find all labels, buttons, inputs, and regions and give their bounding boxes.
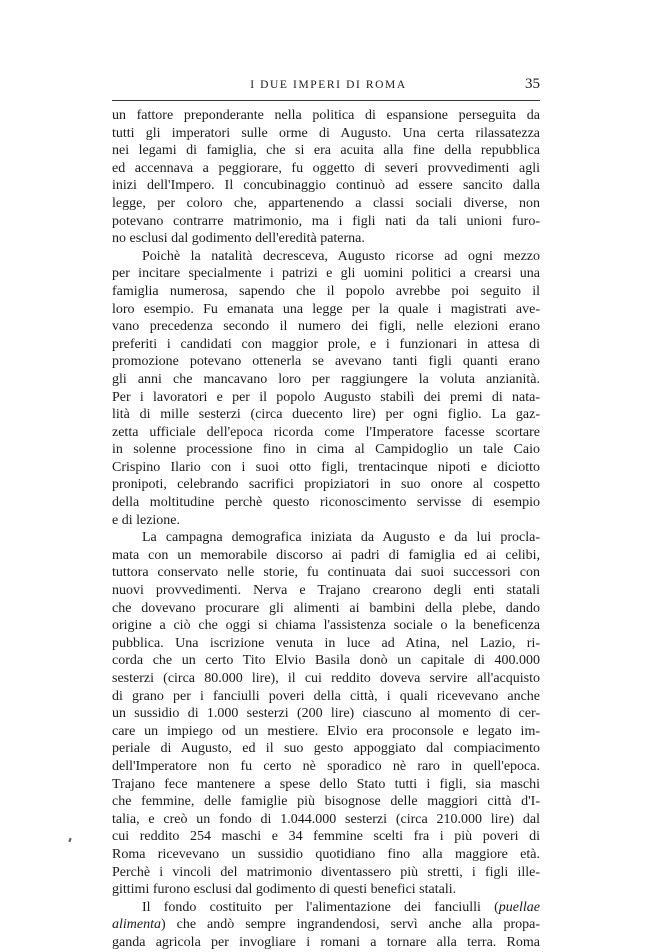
text-line: potevano contrarre matrimonio, ma i figli nati da tali unioni furo- (112, 213, 540, 229)
italic-term: alimenta (112, 917, 161, 933)
text-segment: Il fondo costituito per l'alimentazione dei fanciulli ( (142, 899, 499, 915)
text-line: e di lezione. (112, 512, 181, 528)
text-line: loro esempio. Fu emanata una legge per la quale i magistrati ave- (112, 301, 540, 317)
text-line: un fattore preponderante nella politica di espansione perseguita da (112, 108, 540, 123)
text-segment: ) che andò sempre ingrandendosi, servì anche alla propa- (161, 917, 540, 933)
text-line: famiglia numerosa, sapendo che il popolo avrebbe poi seguito il (112, 283, 540, 299)
text-line: corda che un certo Tito Elvio Basila donò un capitale di 400.000 (112, 653, 540, 669)
running-title: I DUE IMPERI DI ROMA (250, 79, 407, 91)
text-line: che femmine, delle famiglie più bisognose delle maggiori città d'I- (112, 794, 540, 810)
text-line: lità di mille sesterzi (circa duecento lire) per ogni figlio. La gaz- (112, 407, 540, 423)
text-line: nuovi provvedimenti. Nerva e Trajano crearono degli enti statali (112, 583, 540, 599)
text-line: Crispino Ilario con i suoi otto figli, trentacinque nipoti e diciotto (112, 459, 540, 475)
text-line: La campagna demografica iniziata da Augusto e da lui procla- (142, 530, 540, 546)
paper-speck (68, 838, 71, 842)
text-line: origine a ciò che oggi si chiama l'assistenza sociale o la beneficenza (112, 618, 540, 634)
header-rule (112, 100, 540, 101)
italic-term: puellae (498, 899, 540, 915)
text-line: vano precedenza secondo il numero dei figli, nelle elezioni erano (112, 319, 540, 335)
text-line: no esclusi dal godimento dell'eredità paterna. (112, 231, 365, 247)
text-line: di grano per i fanciulli poveri della città, i quali ricevevano anche (112, 688, 540, 704)
text-line: Trajano fece mantenere a spese dello Stato tutti i figli, sia maschi (112, 776, 540, 792)
text-line: tutti gli imperatori sulle orme di Augusto. Una certa rilassatezza (112, 125, 540, 141)
text-line: promozione potevano ottenerla se avevano tanti figli quanti erano (112, 354, 540, 370)
text-line: tuttora conservato nelle storie, fu continuata dai suoi successori con (112, 565, 540, 581)
text-line: periale di Augusto, ed il suo gesto appoggiato dal compiacimento (112, 741, 540, 757)
running-head (112, 76, 540, 93)
body-text (112, 107, 540, 952)
text-line: Roma ricevevano un sussidio quotidiano fino alla maggiore età. (112, 846, 540, 862)
text-line: talia, e creò un fondo di 1.044.000 sesterzi (circa 210.000 lire) dal (112, 811, 540, 827)
text-line: nei legami di famiglia, che si era acuita alla fine della repubblica (112, 143, 540, 159)
text-line: dell'Imperatore non fu certo nè sporadico nè raro in quell'epoca. (112, 758, 540, 774)
text-line: un sussidio di 1.000 sesterzi (200 lire) ciascuno al momento di cer- (112, 706, 540, 722)
text-line: che dovevano procurare gli alimenti ai bambini della plebe, dando (112, 600, 540, 616)
text-line: della moltitudine perchè questo riconoscimento servisse di esempio (112, 495, 540, 511)
text-line: pubblica. Una iscrizione venuta in luce ad Atina, nel Lazio, ri- (112, 635, 540, 651)
text-line: pronipoti, celebrando sacrifici propiziatori in suo onore al cospetto (112, 477, 540, 493)
text-line: care un impiego od un mestiere. Elvio era proconsole e legato im- (112, 723, 540, 739)
text-line: per incitare specialmente i patrizi e gli uomini politici a crearsi una (112, 266, 540, 282)
text-line: ganda agricola per invogliare i romani a tornare alla terra. Roma (112, 934, 540, 950)
text-line: in solenne processione fino in cima al Campidoglio un tale Caio (112, 442, 540, 458)
text-line: gli anni che mancavano loro per raggiungere la voluta anzianità. (112, 371, 540, 387)
text-line: sesterzi (circa 80.000 lire), il cui reddito doveva servire all'acquisto (112, 671, 540, 686)
text-line: Per i lavoratori e per il popolo Augusto stabilì dei premi di nata- (112, 389, 540, 405)
text-line: inizi dell'Impero. Il concubinaggio continuò ad essere sancito dalla (112, 178, 540, 194)
text-line: mata con un memorabile discorso ai padri di famiglia ed ai celibi, (112, 547, 540, 563)
text-line-mixed (112, 899, 540, 917)
page-number: 35 (525, 76, 540, 92)
text-line: legge, per coloro che, appartenendo a classi sociali diverse, non (112, 195, 540, 211)
text-line: preferiti i candidati con maggior prole, e i funzionari in attesa di (112, 336, 540, 352)
text-line: ed accennava a peggiorare, fu oggetto di severi provvedimenti agli (112, 160, 540, 176)
text-line: gittimi furono esclusi dal godimento di questi benefici statali. (112, 882, 457, 898)
text-line: Perchè i vincoli del matrimonio diventassero più stretti, i figli ille- (112, 864, 540, 880)
text-line-mixed (112, 916, 540, 934)
text-line: Poichè la natalità decresceva, Augusto ricorse ad ogni mezzo (142, 248, 540, 264)
text-line: zetta ufficiale dell'epoca ricorda come l'Imperatore facesse scortare (112, 424, 540, 440)
text-line: cui reddito 254 maschi e 34 femmine scelti fra i più poveri di (112, 829, 540, 845)
